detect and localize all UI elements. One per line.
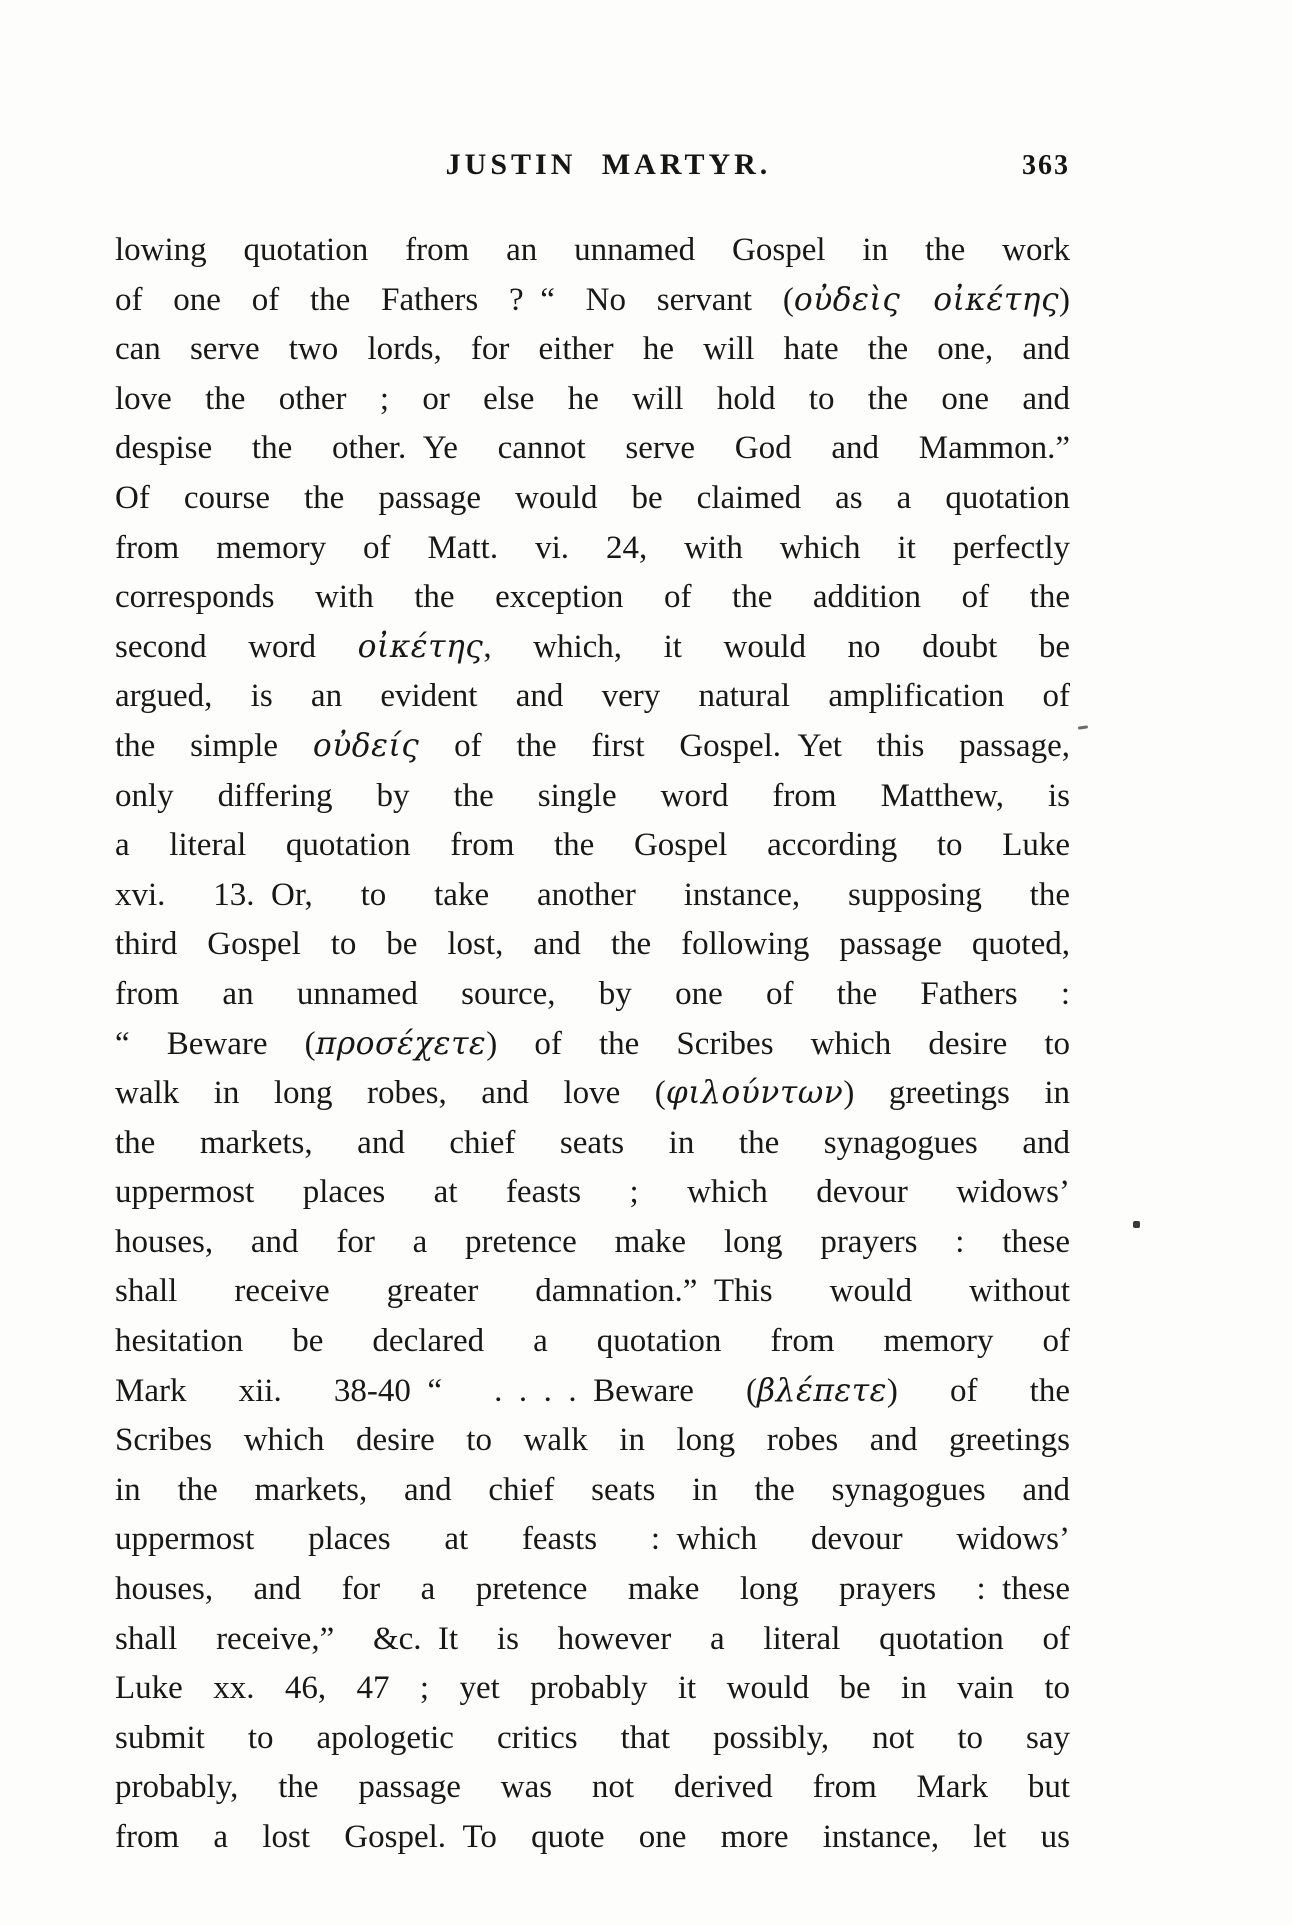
- text-line: houses, and for a pretence make long prayers : these: [115, 1223, 1070, 1260]
- greek-word: φιλούντων: [665, 1075, 844, 1112]
- running-header: [115, 148, 1070, 190]
- text-line: Of course the passage would be claimed as a quotation: [115, 479, 1070, 516]
- text-line: probably, the passage was not derived from Mark but: [115, 1769, 1070, 1806]
- text-line: from a lost Gospel. To quote one more instance, let us: [115, 1819, 1070, 1855]
- text-line: shall receive greater damnation.” This would without: [115, 1273, 1070, 1310]
- text-line: submit to apologetic critics that possibly, not to say: [115, 1719, 1070, 1756]
- text-line: from memory of Matt. vi. 24, with which it perfectly: [115, 529, 1070, 566]
- text-line: only differing by the single word from Matthew, is: [115, 777, 1070, 814]
- text-line: the simple οὐδείς of the first Gospel. Yet this passage,: [115, 727, 1070, 764]
- text-line: Scribes which desire to walk in long robes and greetings: [115, 1422, 1070, 1459]
- text-line: love the other ; or else he will hold to the one and: [115, 380, 1070, 417]
- text-line: xvi. 13. Or, to take another instance, supposing the: [115, 876, 1070, 913]
- text-line: from an unnamed source, by one of the Fathers :: [115, 975, 1070, 1012]
- text-line: the markets, and chief seats in the synagogues and: [115, 1124, 1070, 1161]
- text-line: argued, is an evident and very natural amplification of: [115, 678, 1070, 715]
- text-line: third Gospel to be lost, and the following passage quoted,: [115, 926, 1070, 963]
- ink-speck: [1078, 725, 1088, 729]
- greek-word: οὐδείς: [312, 727, 420, 764]
- text-line: uppermost places at feasts : which devour widows’: [115, 1521, 1070, 1558]
- text-line: of one of the Fathers ? “ No servant (οὐδεὶς οἰκέτης): [115, 281, 1070, 318]
- text-line: despise the other. Ye cannot serve God and Mammon.”: [115, 430, 1070, 467]
- page-body: [115, 226, 1070, 1863]
- text-line: walk in long robes, and love (φιλούντων) greetings in: [115, 1075, 1070, 1112]
- text-line: Luke xx. 46, 47 ; yet probably it would be in vain to: [115, 1670, 1070, 1707]
- page-title: JUSTIN MARTYR.: [445, 148, 772, 181]
- page-number: 363: [1022, 150, 1070, 181]
- greek-word: οἰκέτης: [357, 628, 484, 665]
- text-line: a literal quotation from the Gospel according to Luke: [115, 827, 1070, 864]
- greek-word: οὐδεὶς οἰκέτης: [793, 281, 1059, 318]
- text-line: lowing quotation from an unnamed Gospel in the work: [115, 232, 1070, 268]
- text-line: “ Beware (προσέχετε) of the Scribes which desire to: [115, 1025, 1071, 1062]
- text-line: shall receive,” &c. It is however a literal quotation of: [115, 1620, 1070, 1657]
- greek-word: βλέπετε: [757, 1372, 887, 1409]
- ink-speck: [1133, 1221, 1140, 1228]
- text-line: in the markets, and chief seats in the synagogues and: [115, 1471, 1070, 1508]
- text-line: houses, and for a pretence make long prayers : these: [115, 1571, 1070, 1608]
- text-line: can serve two lords, for either he will hate the one, and: [115, 331, 1070, 368]
- text-line: hesitation be declared a quotation from memory of: [115, 1323, 1070, 1360]
- greek-word: προσέχετε: [315, 1025, 487, 1062]
- text-line: uppermost places at feasts ; which devour widows’: [115, 1174, 1070, 1211]
- text-line: second word οἰκέτης, which, it would no doubt be: [115, 628, 1070, 665]
- text-line: corresponds with the exception of the addition of the: [115, 579, 1070, 616]
- text-line: Mark xii. 38-40 “ . . . . Beware (βλέπετε) of the: [115, 1372, 1070, 1409]
